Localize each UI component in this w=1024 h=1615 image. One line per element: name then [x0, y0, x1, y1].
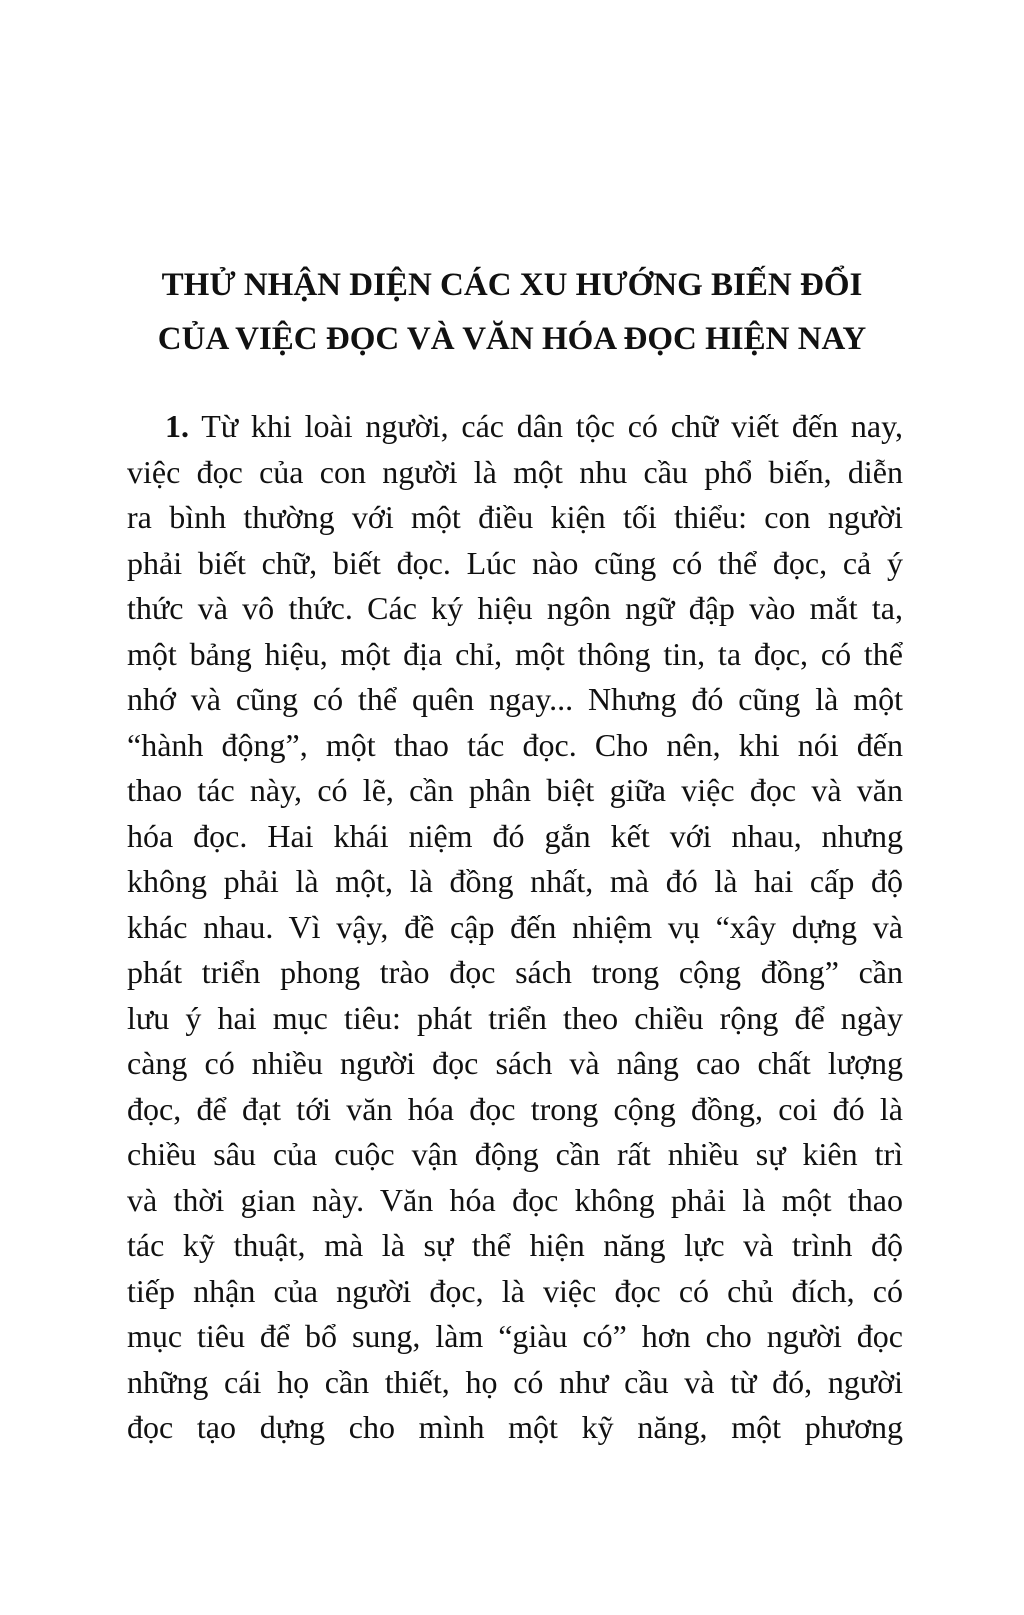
paragraph-line — [127, 404, 903, 450]
body-paragraph — [127, 404, 903, 1451]
paragraph-line: phát triển phong trào đọc sách trong cộng đồng” cần — [127, 954, 903, 990]
paragraph-line: việc đọc của con người là một nhu cầu phổ biến, diễn — [127, 453, 903, 490]
paragraph-line: hóa đọc. Hai khái niệm đó gắn kết với nhau, nhưng — [127, 817, 903, 854]
paragraph-line: càng có nhiều người đọc sách và nâng cao chất lượng — [127, 1045, 903, 1081]
paragraph-line: “hành động”, một thao tác đọc. Cho nên, khi nói đến — [127, 726, 903, 763]
paragraph-line: thao tác này, có lẽ, cần phân biệt giữa việc đọc và văn — [127, 772, 903, 808]
paragraph-line: những cái họ cần thiết, họ có như cầu và từ đó, người — [127, 1363, 903, 1400]
paragraph-line: mục tiêu để bổ sung, làm “giàu có” hơn cho người đọc — [127, 1318, 903, 1354]
paragraph-line: tác kỹ thuật, mà là sự thể hiện năng lực và trình độ — [127, 1227, 903, 1263]
paragraph-line: một bảng hiệu, một địa chỉ, một thông tin, ta đọc, có thể — [127, 635, 903, 672]
chapter-title-line-2: CỦA VIỆC ĐỌC VÀ VĂN HÓA ĐỌC HIỆN NAY — [157, 321, 867, 357]
paragraph-line: lưu ý hai mục tiêu: phát triển theo chiều rộng để ngày — [127, 999, 903, 1036]
paragraph-line-text: Từ khi loài người, các dân tộc có chữ viết đến nay, — [189, 408, 903, 444]
paragraph-line: thức và vô thức. Các ký hiệu ngôn ngữ đập vào mắt ta, — [127, 590, 903, 626]
paragraph-line: và thời gian này. Văn hóa đọc không phải là một thao — [127, 1181, 903, 1218]
chapter-title-line-1: THỬ NHẬN DIỆN CÁC XU HƯỚNG BIẾN ĐỔI — [161, 267, 863, 303]
paragraph-line: đọc tạo dựng cho mình một kỹ năng, một phương — [127, 1409, 903, 1445]
paragraph-line: tiếp nhận của người đọc, là việc đọc có chủ đích, có — [127, 1272, 903, 1309]
section-number: 1. — [165, 408, 189, 444]
paragraph-line: nhớ và cũng có thể quên ngay... Nhưng đó cũng là một — [127, 681, 903, 717]
chapter-title — [120, 258, 904, 366]
paragraph-line: phải biết chữ, biết đọc. Lúc nào cũng có thể đọc, cả ý — [127, 544, 903, 581]
paragraph-line: chiều sâu của cuộc vận động cần rất nhiều sự kiên trì — [127, 1136, 903, 1172]
paragraph-line: ra bình thường với một điều kiện tối thiểu: con người — [127, 499, 903, 535]
paragraph-line: đọc, để đạt tới văn hóa đọc trong cộng đồng, coi đó là — [127, 1090, 903, 1127]
paragraph-line: khác nhau. Vì vậy, đề cập đến nhiệm vụ “xây dựng và — [127, 908, 903, 945]
paragraph-line: không phải là một, là đồng nhất, mà đó là hai cấp độ — [127, 863, 903, 899]
